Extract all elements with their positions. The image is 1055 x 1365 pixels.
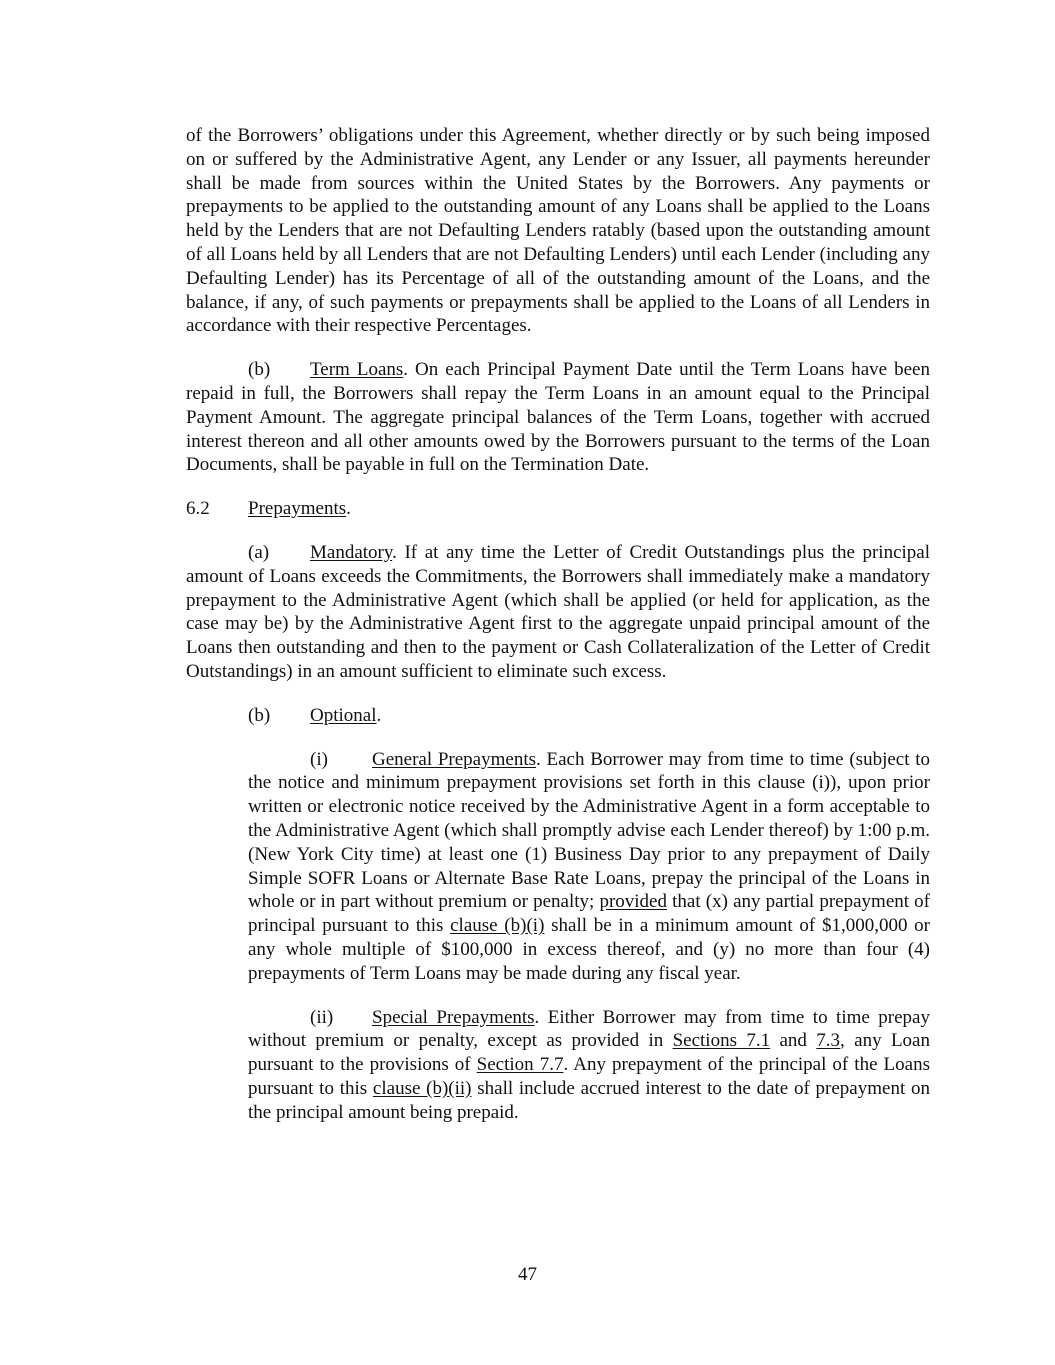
special-text-3: , any Loan pursuant to the provisions of <box>248 1030 930 1076</box>
page-number: 47 <box>518 1264 537 1285</box>
optional-title: Optional <box>310 704 377 726</box>
optional-label: (b) <box>248 704 271 726</box>
special-text-1: . Either Borrower may from time to time prepay without premium or penalty, except as provided in <box>248 1006 930 1052</box>
clause-b-i-ref[interactable]: clause (b)(i) <box>450 915 545 937</box>
section-7-3-ref[interactable]: 7.3 <box>816 1030 841 1052</box>
general-label: (i) <box>310 748 328 770</box>
section-title-suffix: . <box>346 498 351 520</box>
term-loans-paragraph <box>186 358 930 477</box>
term-loans-text: . On each Principal Payment Date until the Term Loans have been repaid in full, the Borrowers shall repay the Term Loans in an amount equal to the Principal Payment Amount. The aggregate principal balances of the Term Loans, together with accrued interest thereon and all other amounts owed by the Borrowers pursuant to the terms of the Loan Documents, shall be payable in full on the Termination Date. <box>186 359 930 476</box>
general-title: General Prepayments <box>372 748 537 770</box>
mandatory-paragraph <box>186 541 930 684</box>
special-text-2: and <box>770 1030 817 1052</box>
special-label: (ii) <box>310 1006 334 1028</box>
term-loans-title: Term Loans <box>310 359 404 381</box>
section-7-7-ref[interactable]: Section 7.7 <box>476 1054 564 1076</box>
document-page <box>186 124 930 1124</box>
optional-heading <box>186 704 930 728</box>
general-prepayments-paragraph <box>248 748 930 986</box>
special-title: Special Prepayments <box>372 1006 535 1028</box>
section-number: 6.2 <box>186 498 210 520</box>
section-heading <box>186 497 930 521</box>
general-text-1: . Each Borrower may from time to time (subject to the notice and minimum prepayment provisions set forth in this clause (i)), upon prior written or electronic notice received by the Administrative Agent in a form acceptable to the Administrative Agent (which shall promptly advise each Lender thereof) by 1:00 p.m. (New York City time) at least one (1) Business Day prior to any prepayment of Daily Simple SOFR Loans or Alternate Base Rate Loans, prepay the principal of the Loans in whole or in part without premium or penalty; <box>248 748 931 913</box>
general-text-2: that (x) any partial prepayment of principal pursuant to this <box>248 891 931 937</box>
special-prepayments-paragraph <box>248 1006 930 1125</box>
clause-b-ii-ref[interactable]: clause (b)(ii) <box>372 1077 472 1099</box>
term-loans-label: (b) <box>248 359 271 381</box>
optional-title-suffix: . <box>376 704 382 726</box>
special-text-5: shall include accrued interest to the date of prepayment on the principal amount being prepaid. <box>248 1077 930 1123</box>
mandatory-label: (a) <box>248 541 270 563</box>
optional-subclauses <box>248 748 930 1125</box>
continuation-paragraph: of the Borrowers’ obligations under this Agreement, whether directly or by such being imposed on or suffered by the Administrative Agent, any Lender or any Issuer, all payments hereunder shall be made from sources within the United States by the Borrowers. Any payments or prepayments to be applied to the outstanding amount of any Loans shall be applied to the Loans held by the Lenders that are not Defaulting Lenders ratably (based upon the outstanding amount of all Loans held by all Lenders that are not Defaulting Lenders) until each Lender (including any Defaulting Lender) has its Percentage of all of the outstanding amount of the Loans, and the balance, if any, of such payments or prepayments shall be applied to the Loans of all Lenders in accordance with their respective Percentages. <box>186 125 930 337</box>
special-text-4: . Any prepayment of the principal of the Loans pursuant to this <box>248 1054 930 1099</box>
general-text-3: shall be in a minimum amount of $1,000,000 or any whole multiple of $100,000 in excess thereof, and (y) no more than four (4) prepayments of Term Loans may be made during any fiscal year. <box>248 915 931 984</box>
mandatory-title: Mandatory <box>310 541 393 563</box>
provided-term: provided <box>599 891 667 913</box>
sections-7-1-ref[interactable]: Sections 7.1 <box>672 1030 771 1052</box>
mandatory-text: . If at any time the Letter of Credit Outstandings plus the principal amount of Loans exceeds the Commitments, the Borrowers shall immediately make a mandatory prepayment to the Administrative Agent (which shall be applied (or held for application, as the case may be) by the Administrative Agent first to the aggregate unpaid principal amount of the Loans then outstanding and then to the payment or Cash Collateralization of the Letter of Credit Outstandings) in an amount sufficient to eliminate such excess. <box>186 541 930 682</box>
section-title: Prepayments <box>248 498 347 520</box>
